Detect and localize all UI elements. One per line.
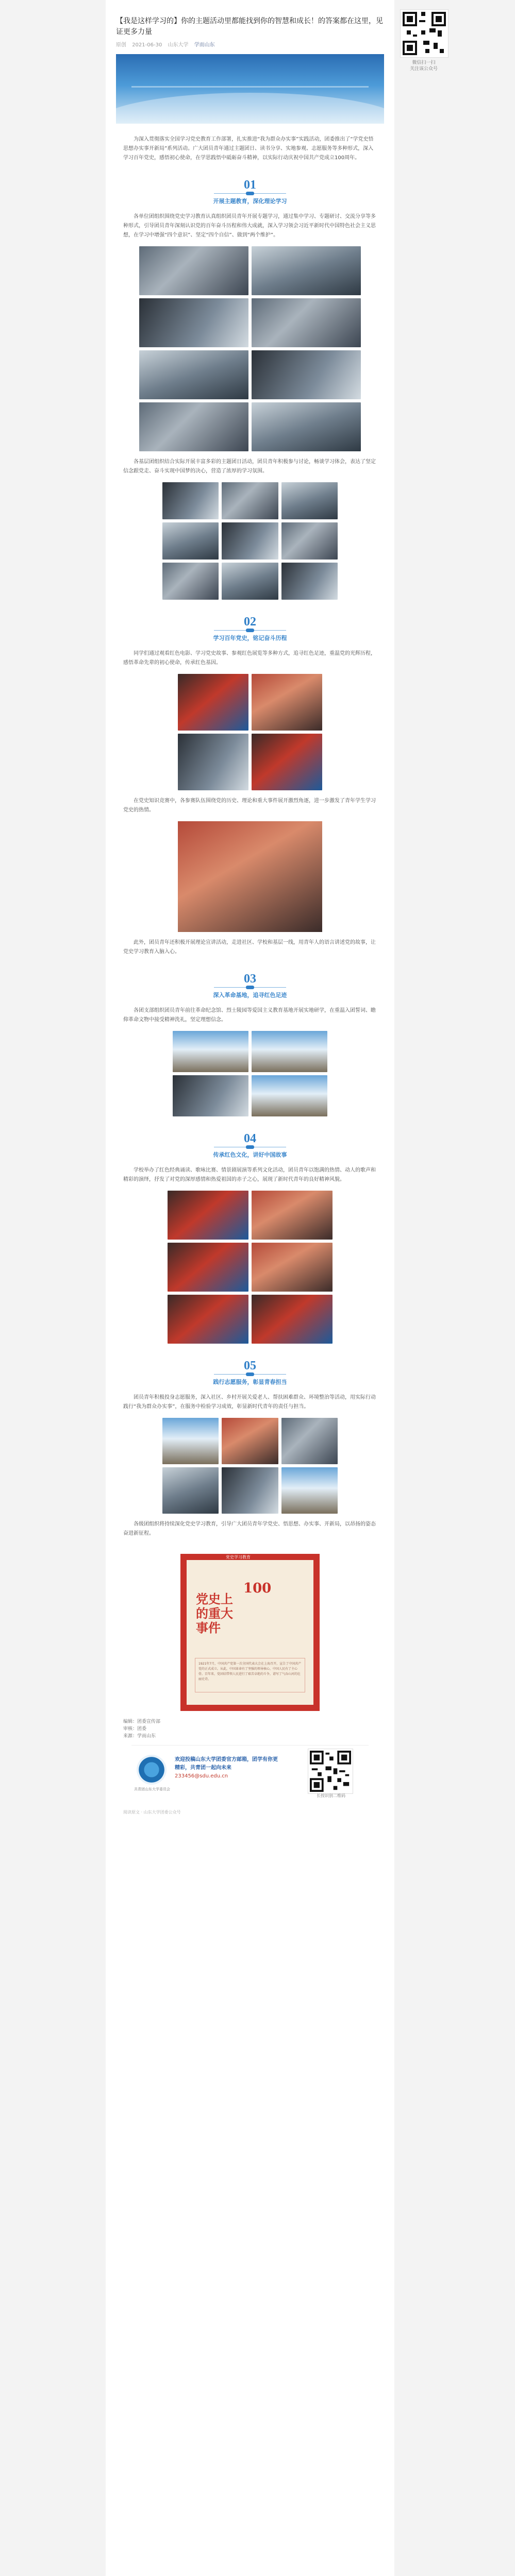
editor-line: 审核：团委 [123,1726,147,1732]
intro-paragraph: 为深入贯彻落实全国学习党史教育工作部署，扎实推进“我为群众办实事”实践活动，团委推出了“学党史悟思想办实事开新局”系列活动。广大团员青年通过主题团日、读书分享、实地参观、志愿服务等多种形式，深入学习百年党史，感悟初心使命，在学思践悟中砥砺奋斗精神，以实际行动庆祝中国共产党成立100周年。 [123,137,374,161]
contact-text [175,1756,278,1781]
photo[interactable] [139,350,248,399]
section-03-header [106,972,394,999]
read-original-link[interactable]: 阅读原文 · 山东大学团委公众号 [123,1810,181,1815]
photo[interactable] [168,1243,248,1292]
banner-decoration [131,86,369,88]
photo[interactable] [252,1295,333,1344]
section-paragraph: 各单位团组织围绕党史学习教育认真组织团员青年开展专题学习，通过集中学习、专题研讨、交流分享等多种形式，引导团员青年深刻认识党的百年奋斗历程和伟大成就，深入学习领会习近平新时代中国特色社会主义思想，在学习中增强“四个意识”、坚定“四个自信”、做到“两个维护”。 [123,214,376,238]
photo[interactable] [281,1418,338,1464]
article-container [106,0,394,2576]
photo[interactable] [222,563,278,600]
poster-paper [187,1560,313,1705]
section-divider [214,1374,286,1375]
qr-code-graphic [403,12,446,55]
section-title: 传承红色文化，讲好中国故事 [213,1151,287,1158]
section-05-header [106,1359,394,1386]
section-divider [214,193,286,194]
section-title: 开展主题教育，深化理论学习 [213,198,287,205]
editor-line: 编辑：团委宣传部 [123,1719,161,1724]
contact-message: 欢迎投稿山东大学团委官方邮箱，团学有你更精彩，共青团一起向未来 [175,1757,278,1771]
photo[interactable] [252,1031,327,1072]
section-number: 04 [244,1132,256,1145]
article-title: 【我是这样学习的】你的主题活动里都能找到你的智慧和成长！的答案都在这里，见证更多力量 [116,16,383,36]
logo-caption: 共青团山东大学委员会 [134,1787,170,1791]
party-history-poster[interactable] [180,1554,320,1711]
photo[interactable] [281,522,338,560]
section-number: 05 [244,1359,256,1372]
photo-grid [173,1031,327,1116]
photo[interactable] [173,1075,248,1116]
editor-info [123,1718,377,1740]
photo-grid [178,674,322,790]
photo[interactable] [252,674,322,731]
photo[interactable] [281,563,338,600]
section-paragraph: 学校举办了红色经典诵读、歌咏比赛、情景剧展演等系列文化活动，团员青年以饱满的热情、动人的歌声和精彩的演绎，抒发了对党的深厚感情和热爱祖国的赤子之心，展现了新时代青年的良好精神风貌。 [123,1167,376,1182]
photo[interactable] [162,522,219,560]
photo[interactable] [222,522,278,560]
photo[interactable] [252,350,361,399]
poster-body: 1921年7月，中国共产党第一次全国代表大会在上海召开，宣告了中国共产党的正式成立。从此，中国革命有了坚强的领导核心，中国人民有了主心骨。百年来，党团结带领人民进行了艰苦卓绝的斗争，谱写了气吞山河的壮丽史诗。 [195,1658,305,1692]
photo[interactable] [252,1191,333,1240]
section-title: 学习百年党史，铭记奋斗历程 [213,635,287,641]
photo[interactable] [222,482,278,519]
section-paragraph: 各基层团组织结合实际开展丰富多彩的主题团日活动，团员青年积极参与讨论，畅谈学习体会，表达了坚定信念跟党走、奋斗实现中国梦的决心，营造了浓厚的学习氛围。 [123,459,376,474]
photo[interactable] [252,402,361,451]
photo-grid [162,482,338,600]
contact-email[interactable]: 233456@sdu.edu.cn [175,1773,228,1779]
section-number: 03 [244,972,256,986]
photo[interactable] [222,1467,278,1514]
photo[interactable] [139,298,248,347]
account-qr-code-icon[interactable] [400,9,448,58]
header-banner-image [116,54,384,124]
section-paragraph: 此外，团员青年还积极开展理论宣讲活动，走进社区、学校和基层一线，用青年人的语言讲述党的故事，让党史学习教育入脑入心。 [123,940,376,955]
section-title: 践行志愿服务，彰显青春担当 [213,1379,287,1385]
section-paragraph: 各级团组织将持续深化党史学习教育，引导广大团员青年学党史、悟思想、办实事、开新局，以昂扬的姿态奋进新征程。 [123,1521,376,1536]
section-04-header [106,1132,394,1159]
photo[interactable] [222,1418,278,1464]
poster-ribbon-text: 党史学习教育 [226,1555,251,1560]
photo[interactable] [139,246,248,295]
section-divider [214,987,286,988]
photo-large[interactable] [178,821,322,932]
photo[interactable] [162,563,219,600]
qr-caption: 长按识别二维码 [317,1793,345,1798]
photo[interactable] [252,1075,327,1116]
photo[interactable] [252,734,322,790]
photo[interactable] [168,1295,248,1344]
section-title: 深入革命基地，追寻红色足迹 [213,992,287,998]
photo[interactable] [162,1418,219,1464]
youth-league-logo-icon [137,1755,167,1785]
photo[interactable] [252,1243,333,1292]
author-name: 山东大学 [168,42,189,48]
poster-title: 党史上的重大事件 [196,1591,233,1635]
photo[interactable] [168,1191,248,1240]
side-qr-caption: 微信扫一扫 关注该公众号 [409,60,438,72]
publish-date: 2021-06-30 [132,42,162,48]
article-meta [116,40,384,48]
section-paragraph: 各团支部组织团员青年前往革命纪念馆、烈士陵园等爱国主义教育基地开展实地研学，在重温入团誓词、瞻仰革命文物中接受精神洗礼，坚定理想信念。 [123,1008,376,1023]
section-divider [214,630,286,631]
photo[interactable] [139,402,248,451]
photo[interactable] [178,734,248,790]
photo[interactable] [252,298,361,347]
photo[interactable] [281,482,338,519]
section-01-header [106,178,394,205]
section-paragraph: 同学们通过观看红色电影、学习党史故事、参观红色展览等多种方式，追寻红色足迹，重温党的光辉历程，感悟革命先辈的初心使命，传承红色基因。 [123,651,376,666]
qr-code-graphic [310,1751,351,1792]
photo-grid [162,1418,338,1514]
photo[interactable] [173,1031,248,1072]
photo[interactable] [162,1467,219,1514]
side-qr-panel [400,9,447,72]
section-paragraph: 团员青年积极投身志愿服务，深入社区、乡村开展关爱老人、帮扶困难群众、环境整治等活动，用实际行动践行“我为群众办实事”，在服务中检验学习成效，彰显新时代青年的责任与担当。 [123,1395,376,1410]
editor-line: 来源：学而山东 [123,1734,156,1739]
account-name-link[interactable]: 学而山东 [194,42,215,48]
contact-card [131,1745,369,1802]
photo[interactable] [252,246,361,295]
section-number: 01 [244,178,256,192]
photo[interactable] [162,482,219,519]
photo-grid [168,1191,333,1344]
poster-100-mark: 100 [243,1581,272,1596]
photo[interactable] [281,1467,338,1514]
section-02-header [106,615,394,642]
photo[interactable] [178,674,248,731]
photo-grid [139,246,361,451]
original-tag: 原创 [116,42,126,48]
section-number: 02 [244,615,256,629]
section-paragraph: 在党史知识竞赛中，各参赛队伍围绕党的历史、理论和重大事件展开激烈角逐，进一步激发了青年学生学习党史的热情。 [123,798,376,813]
follow-qr-code-icon[interactable] [308,1749,353,1794]
